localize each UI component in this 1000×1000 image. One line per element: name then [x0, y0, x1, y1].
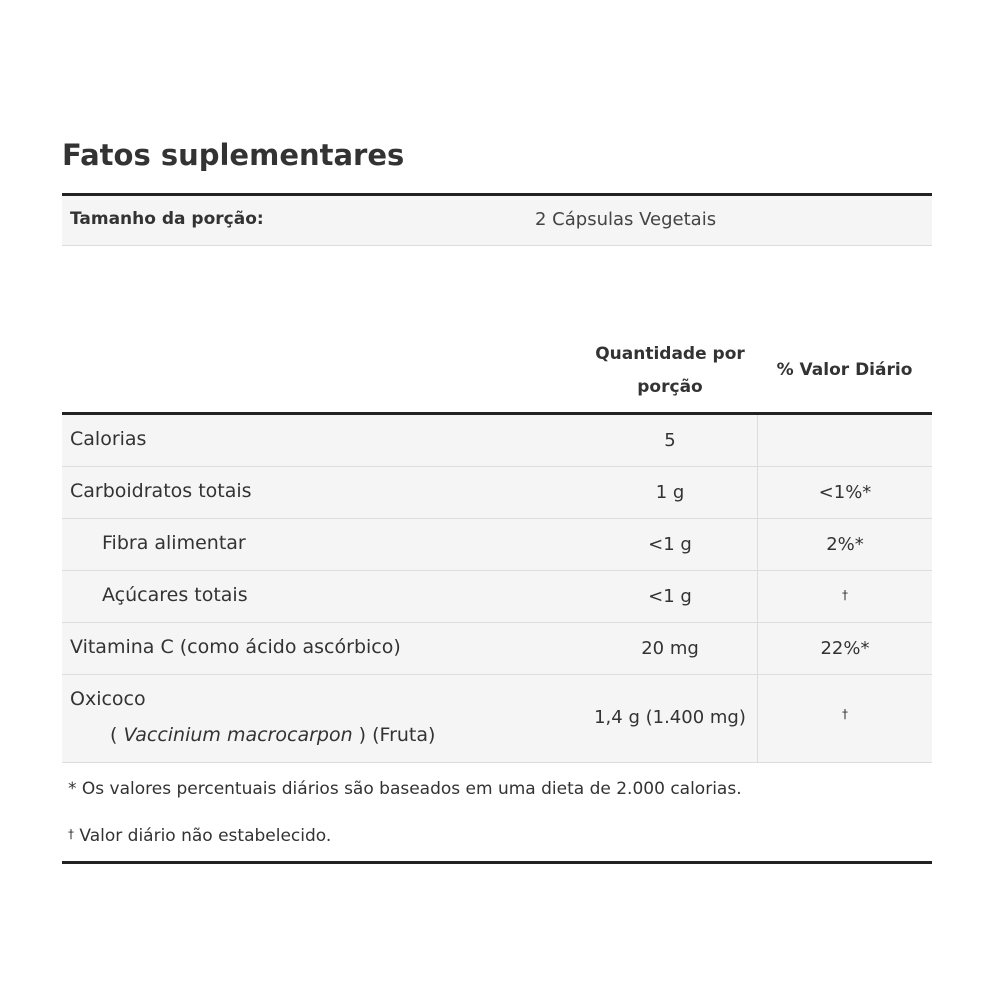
nutrient-amount: 20 mg [641, 638, 699, 659]
botanical-open: ( [110, 724, 124, 746]
daily-value: † [842, 707, 848, 721]
nutrient-amount: <1 g [648, 586, 692, 607]
nutrient-name: Calorias [70, 428, 147, 450]
nutrient-name: Açúcares totais [102, 584, 248, 606]
nutrient-amount: 1 g [655, 482, 685, 503]
table-row [62, 415, 932, 467]
botanical-name [110, 724, 435, 746]
table-row [62, 519, 932, 571]
nutrient-name: Carboidratos totais [70, 480, 252, 502]
daily-value-cell [757, 623, 932, 674]
daily-value-cell [757, 571, 932, 622]
serving-size-label: Tamanho da porção: [70, 209, 264, 229]
table-row [62, 675, 932, 763]
serving-size-value: 2 Cápsulas Vegetais [535, 209, 717, 230]
amount-per-serving-header [560, 338, 780, 404]
table-row [62, 623, 932, 675]
page-title: Fatos suplementares [62, 138, 405, 172]
nutrient-amount: 5 [664, 430, 676, 451]
botanical-part: ) (Fruta) [352, 724, 436, 746]
serving-size-row [62, 196, 932, 246]
asterisk-mark: * [68, 779, 77, 799]
nutrient-name: Oxicoco [70, 688, 146, 710]
dagger-mark: † [68, 827, 74, 841]
daily-value-cell [757, 675, 932, 762]
daily-value: † [842, 588, 848, 602]
bottom-divider [62, 861, 932, 864]
percent-footnote-text: Os valores percentuais diários são baseados em uma dieta de 2.000 calorias. [76, 779, 742, 799]
amount-header-line1: Quantidade por [595, 344, 745, 364]
percent-footnote [68, 779, 742, 799]
daily-value: <1%* [818, 482, 872, 503]
dagger-footnote-text: Valor diário não estabelecido. [74, 826, 332, 846]
table-row [62, 467, 932, 519]
nutrient-amount: 1,4 g (1.400 mg) [594, 707, 746, 728]
dagger-footnote [68, 826, 331, 846]
daily-value-header: % Valor Diário [776, 360, 913, 380]
daily-value: 22%* [820, 638, 870, 659]
nutrition-table [62, 415, 932, 763]
daily-value-cell [757, 519, 932, 570]
table-row [62, 571, 932, 623]
nutrient-name: Fibra alimentar [102, 532, 246, 554]
nutrient-amount: <1 g [648, 534, 692, 555]
daily-value: 2%* [826, 534, 864, 555]
nutrient-name: Vitamina C (como ácido ascórbico) [70, 636, 401, 658]
botanical-latin-name: Vaccinium macrocarpon [123, 724, 353, 746]
amount-header-line2: porção [637, 377, 703, 397]
daily-value-cell [757, 415, 932, 466]
daily-value-cell [757, 467, 932, 518]
